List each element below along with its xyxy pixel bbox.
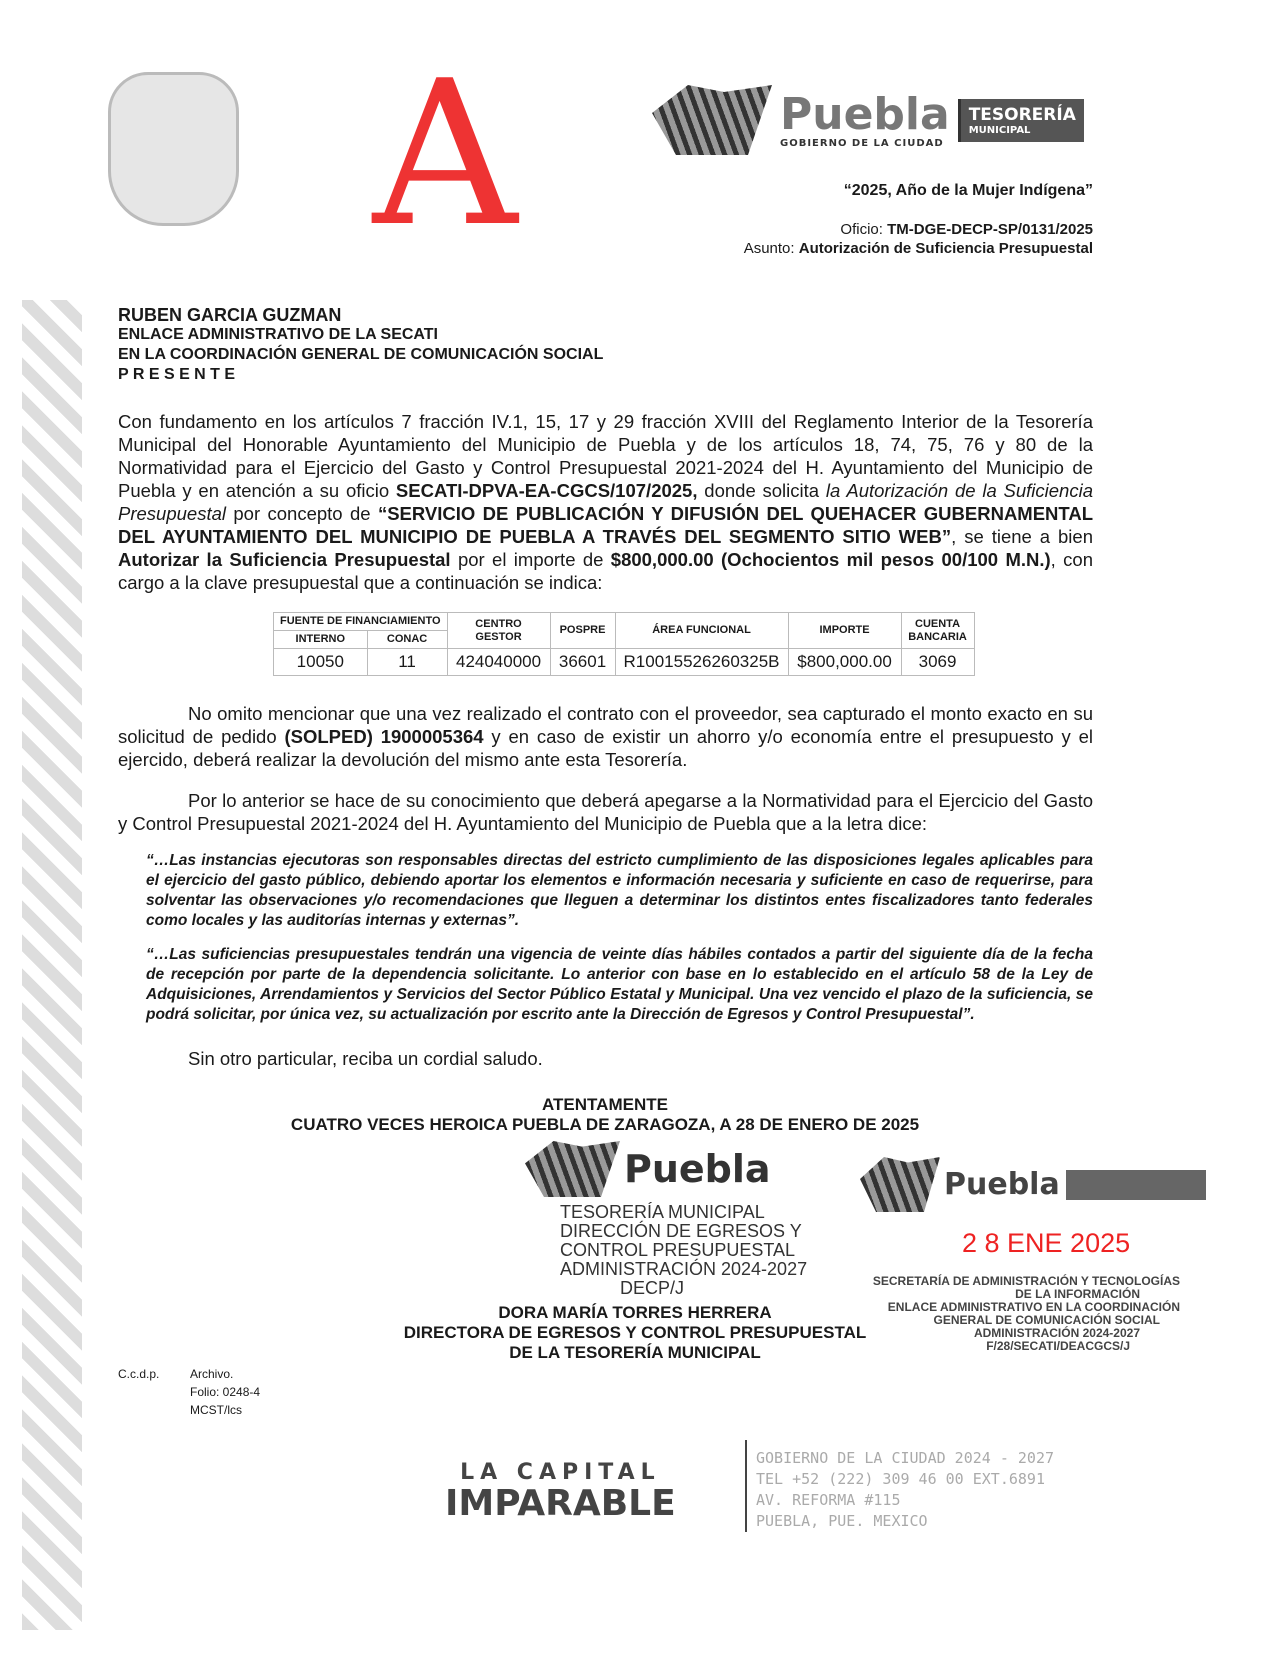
ccp-label: C.c.d.p. <box>118 1367 160 1381</box>
receipt-date: 2 8 ENE 2025 <box>962 1228 1131 1258</box>
recipient-line: ENLACE ADMINISTRATIVO DE LA SECATI <box>118 326 438 343</box>
text: por el importe de <box>450 549 611 570</box>
quote-1: “…Las instancias ejecutoras son responsables directas del estricto cumplimiento de las disposiciones legales aplicables para el ejercicio del gasto público, debiendo aportar los elementos e información necesaria y suficiente en caso de requerirse, para solventar las observaciones y/o recomendaciones que lleguen a determinar los distintos entes fiscalizadores tanto federales como locales y las auditorías internas y externas”. <box>146 852 1093 929</box>
stamp-line: DECP/J <box>620 1278 685 1298</box>
address-line: GOBIERNO DE LA CIUDAD 2024 - 2027 <box>756 1449 1055 1467</box>
signatory-title: DIRECTORA DE EGRESOS Y CONTROL PRESUPUESTAL <box>403 1323 867 1342</box>
table-row <box>274 649 975 676</box>
recipient-line: P R E S E N T E <box>118 366 236 383</box>
header-cuenta: CUENTA BANCARIA <box>901 613 974 649</box>
recipient-block <box>118 305 1093 385</box>
text: la Autorización de la Suficiencia Presupuestal <box>118 480 1093 524</box>
stamp-logo-word: Puebla <box>624 1147 771 1191</box>
paragraph-1 <box>118 410 1093 594</box>
year-motto: “2025, Año de la Mujer Indígena” <box>843 182 1093 199</box>
slogan-logo <box>445 1460 676 1523</box>
slogan-line: IMPARABLE <box>445 1483 676 1524</box>
cell: 3069 <box>901 649 974 676</box>
closing: Sin otro particular, reciba un cordial saludo. <box>188 1048 543 1069</box>
ccp-initials: MCST/lcs <box>190 1403 242 1417</box>
header-fuente: FUENTE DE FINANCIAMIENTO <box>274 613 448 631</box>
letter-body <box>0 305 1269 1419</box>
receipt-logo-word: Puebla <box>944 1167 1060 1202</box>
signatory-title: DE LA TESORERÍA MUNICIPAL <box>509 1343 761 1362</box>
text: SECATI-DPVA-EA-CGCS/107/2025, <box>395 480 698 501</box>
header-conac: CONAC <box>367 631 447 649</box>
footer-divider <box>745 1440 747 1532</box>
receipt-stamp <box>870 1275 1180 1353</box>
stamp-logo-art <box>525 1141 620 1197</box>
oficio-value: TM-DGE-DECP-SP/0131/2025 <box>887 221 1093 238</box>
text: $800,000.00 (Ochocientos mil pesos 00/100 M.N.) <box>610 549 1051 570</box>
cell: R10015526260325B <box>615 649 788 676</box>
text: por concepto de <box>225 503 378 524</box>
ccp-folio: Folio: 0248-4 <box>190 1385 261 1399</box>
logo-art <box>652 85 772 155</box>
text: Con fundamento en los artículos 7 fracción IV.1, 15, 17 y 29 fracción XVIII del Reglamento Interior de la Tesorería Municipal del Honorable Ayuntamiento del Municipio de Puebla y de los artículos 18, 74, 75, 76 y 80 de la Normatividad para el Ejercicio del Gasto y Control Presupuestal 2021-2024 del H. Ayuntamiento del Municipio de Puebla y en atención a su oficio <box>118 411 1093 501</box>
header-interno: INTERNO <box>274 631 368 649</box>
recipient-line: EN LA COORDINACIÓN GENERAL DE COMUNICACIÓN SOCIAL <box>118 346 604 363</box>
receipt-line: SECRETARÍA DE ADMINISTRACIÓN Y TECNOLOGÍAS <box>872 1274 1180 1288</box>
receipt-line: GENERAL DE COMUNICACIÓN SOCIAL <box>933 1313 1160 1327</box>
header-pospre: POSPRE <box>550 613 615 649</box>
tesoreria-stamp <box>560 1203 807 1298</box>
receipt-line: ENLACE ADMINISTRATIVO EN LA COORDINACIÓN <box>887 1300 1180 1314</box>
asunto-label: Asunto: <box>743 240 795 257</box>
cell: 36601 <box>550 649 615 676</box>
header-area: ÁREA FUNCIONAL <box>615 613 788 649</box>
tesoreria-stamp-logo <box>525 1141 771 1197</box>
receipt-logo-art <box>860 1157 940 1212</box>
text: y en caso de existir un ahorro y/o economía entre el presupuesto y el ejercido, deberá realizar la devolución del mismo ante esta Tesorería. <box>118 726 1094 770</box>
recipient-name: RUBEN GARCIA GUZMAN <box>118 305 342 325</box>
oficio-block <box>744 220 1093 258</box>
municipal-seal-logo <box>108 72 239 226</box>
ccp-block <box>118 1365 1269 1419</box>
address-line: AV. REFORMA #115 <box>756 1491 901 1509</box>
asunto-value: Autorización de Suficiencia Presupuestal <box>798 240 1093 257</box>
quote-2: “…Las suficiencias presupuestales tendrán una vigencia de veinte días hábiles contados a partir del siguiente día de la fecha de recepción por parte de la dependencia solicitante. Lo anterior con base en lo establecido en el artículo 58 de la Ley de Adquisiciones, Arrendamientos y Servicios del Sector Público Estatal y Municipal. Una vez vencido el plazo de la suficiencia, se podrá solicitar, por única vez, su actualización por escrito ante la Dirección de Egresos y Control Presupuestal”. <box>146 946 1093 1023</box>
text: donde solicita <box>697 480 826 501</box>
signatory-block <box>385 1303 885 1363</box>
receipt-line: F/28/SECATI/DEACGCS/J <box>986 1339 1130 1353</box>
cell: 10050 <box>274 649 368 676</box>
cell: 424040000 <box>447 649 550 676</box>
header-importe: IMPORTE <box>788 613 901 649</box>
receipt-stamp-bar <box>1066 1170 1206 1200</box>
logo-subtitle: GOBIERNO DE LA CIUDAD <box>780 137 944 149</box>
text: , se tiene a bien <box>951 526 1093 547</box>
municipal-label: MUNICIPAL <box>968 124 1031 136</box>
cell: 11 <box>367 649 447 676</box>
handwritten-mark: A <box>372 40 518 270</box>
receipt-line: DE LA INFORMACIÓN <box>1015 1287 1140 1301</box>
cell: $800,000.00 <box>788 649 901 676</box>
text: “SERVICIO DE PUBLICACIÓN Y DIFUSIÓN DEL QUEHACER GUBERNAMENTAL DEL AYUNTAMIENTO DEL MUNICIPIO DE PUEBLA A TRAVÉS DEL SEGMENTO SITIO WEB” <box>118 503 1093 547</box>
stamp-line: TESORERÍA MUNICIPAL <box>560 1202 765 1222</box>
receipt-line: ADMINISTRACIÓN 2024-2027 <box>973 1326 1140 1340</box>
signatory-name: DORA MARÍA TORRES HERRERA <box>498 1303 772 1322</box>
atentamente: ATENTAMENTE <box>542 1095 668 1114</box>
text: (SOLPED) 1900005364 <box>284 726 484 747</box>
stamp-line: DIRECCIÓN DE EGRESOS Y <box>560 1221 802 1241</box>
address-line: PUEBLA, PUE. MEXICO <box>756 1512 928 1530</box>
place-date: CUATRO VECES HEROICA PUEBLA DE ZARAGOZA, A 28 DE ENERO DE 2025 <box>290 1115 920 1134</box>
ccp-details <box>190 1365 260 1419</box>
text: No omito mencionar que una vez realizado el contrato con el proveedor, sea capturado el monto exacto en su solicitud de pedido <box>118 703 1093 747</box>
footer-address <box>756 1448 1054 1532</box>
receipt-stamp-logo <box>860 1157 1206 1212</box>
ccp-archivo: Archivo. <box>190 1367 234 1381</box>
stamp-line: ADMINISTRACIÓN 2024-2027 <box>560 1259 808 1279</box>
text: Autorizar la Suficiencia Presupuestal <box>118 549 451 570</box>
oficio-label: Oficio: <box>840 221 883 238</box>
paragraph-2 <box>118 702 1093 771</box>
text: , con cargo a la clave presupuestal que a continuación se indica: <box>118 549 1093 593</box>
slogan-line: LA CAPITAL <box>460 1460 661 1485</box>
address-line: TEL +52 (222) 309 46 00 EXT.6891 <box>756 1470 1045 1488</box>
logo-word: Puebla <box>780 88 950 140</box>
budget-table <box>273 612 975 676</box>
header-centro: CENTRO GESTOR <box>447 613 550 649</box>
signature-zone <box>0 1095 1269 1365</box>
tesoreria-label: TESORERÍA <box>968 104 1076 125</box>
paragraph-3: Por lo anterior se hace de su conocimiento que deberá apegarse a la Normatividad para el Ejercicio del Gasto y Control Presupuestal 2021-2024 del H. Ayuntamiento del Municipio de Puebla que a la letra dice: <box>118 790 1093 834</box>
puebla-tesoreria-logo <box>652 85 1084 155</box>
signature-header <box>200 1095 1010 1135</box>
stamp-line: CONTROL PRESUPUESTAL <box>560 1240 796 1260</box>
